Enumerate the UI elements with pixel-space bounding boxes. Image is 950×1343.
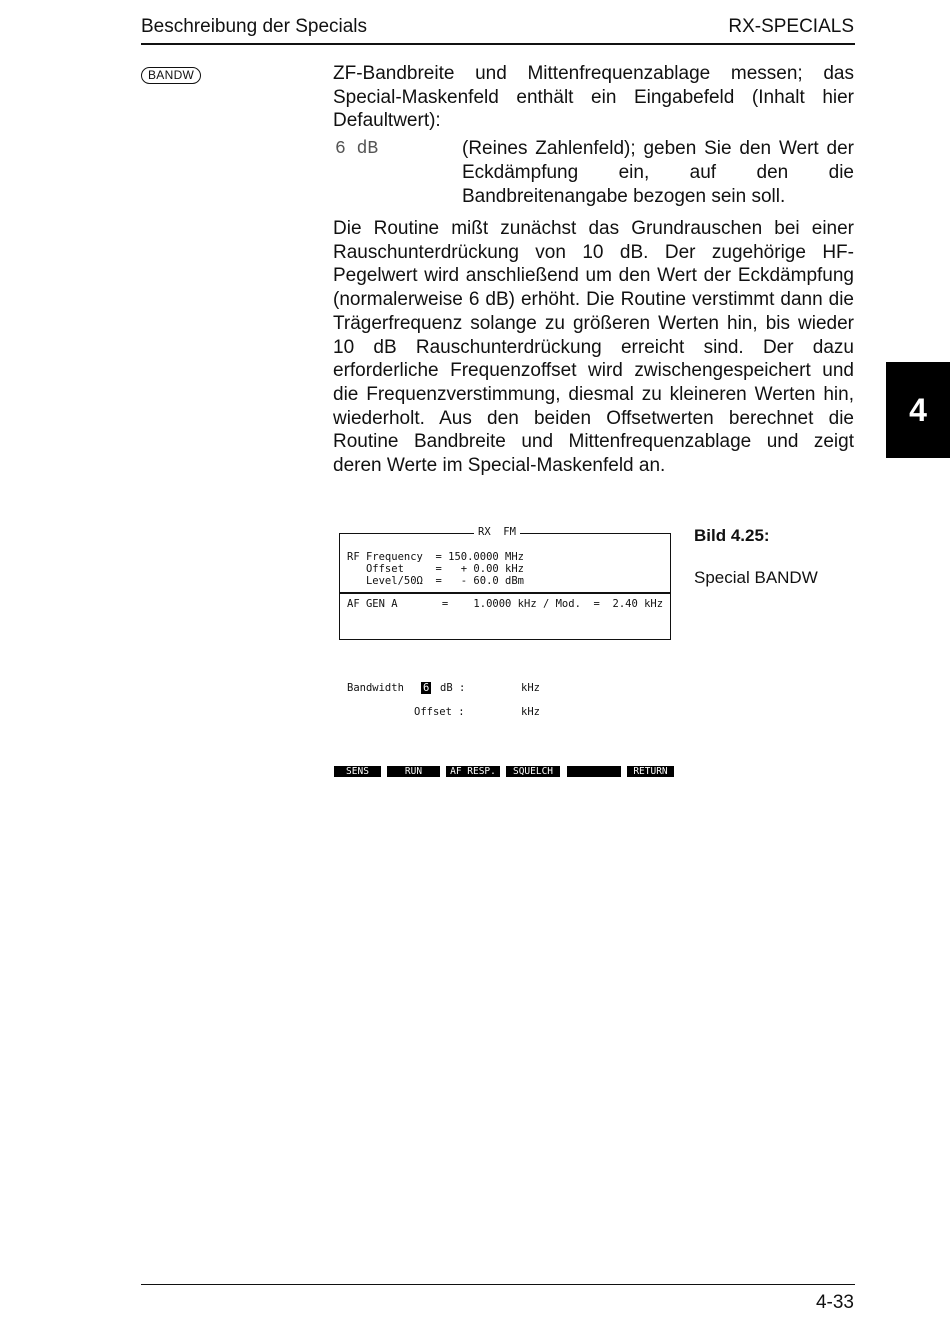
softkey-run[interactable]: RUN <box>387 766 440 777</box>
softkey-sens[interactable]: SENS <box>334 766 381 777</box>
bandwidth-unit: kHz <box>521 682 540 694</box>
routine-paragraph: Die Routine mißt zunächst das Grundrauschen bei einer Rauschunterdrückung von 10 dB. Der zugehörige HF-Pegelwert wird anschließend um den Wert der Eckdämpfung (normalerweise 6 dB) erhöht. Die Routine verstimmt dann die Trägerfrequenz solange zu größeren Werten hin, bis wieder 10 dB Rauschunterdrückung erreicht sind. Der dazu erforderliche Frequenzoffset wird zwischengespeichert und die Frequenzverstimmung, diesmal zu kleineren Werten hin, wiederholt. Aus den beiden Offsetwerten berechnet die Routine Bandbreite und Mittenfrequenzablage und zeigt deren Werte im Special-Maskenfeld an. <box>333 218 854 477</box>
af-generator-line: AF GEN A = 1.0000 kHz / Mod. = 2.40 kHz <box>347 598 664 610</box>
running-header-left: Beschreibung der Specials <box>141 16 368 37</box>
header-rule <box>141 43 855 45</box>
softkey-return[interactable]: RETURN <box>627 766 674 777</box>
running-header-right: RX-SPECIALS <box>728 16 854 37</box>
figure-caption-text: Special BANDW <box>694 568 818 587</box>
figure-caption-number: Bild 4.25: <box>694 526 770 545</box>
parameter-value: 6 dB <box>335 139 379 159</box>
offset-unit: kHz <box>521 706 540 718</box>
offset-line: Offset = + 0.00 kHz <box>347 563 525 575</box>
screen-title: RX FM <box>474 526 520 538</box>
softkey-af-resp[interactable]: AF RESP. <box>446 766 500 777</box>
chapter-tab: 4 <box>886 362 950 458</box>
level-line: Level/50Ω = - 60.0 dBm <box>347 575 525 587</box>
rf-frequency-line: RF Frequency = 150.0000 MHz <box>347 551 525 563</box>
softkey-label-bandw: BANDW <box>141 67 201 84</box>
intro-paragraph: ZF-Bandbreite und Mittenfrequenzablage messen; das Special-Maskenfeld enthält ein Eingabefeld (Inhalt hier Defaultwert): <box>333 63 854 132</box>
softkey-blank[interactable] <box>567 766 621 777</box>
parameter-description: (Reines Zahlenfeld); geben Sie den Wert der Eckdämpfung ein, auf den die Bandbreitenangabe bezogen sein soll. <box>462 138 854 207</box>
page-number: 4-33 <box>815 1292 854 1313</box>
bandwidth-input[interactable]: 6 <box>423 682 430 694</box>
instrument-screen-divider <box>339 592 671 594</box>
softkey-squelch[interactable]: SQUELCH <box>506 766 560 777</box>
footer-rule <box>141 1284 855 1285</box>
bandwidth-suffix: dB : <box>440 682 466 694</box>
offset-label: Offset : <box>414 706 465 718</box>
bandwidth-label: Bandwidth <box>347 682 404 694</box>
